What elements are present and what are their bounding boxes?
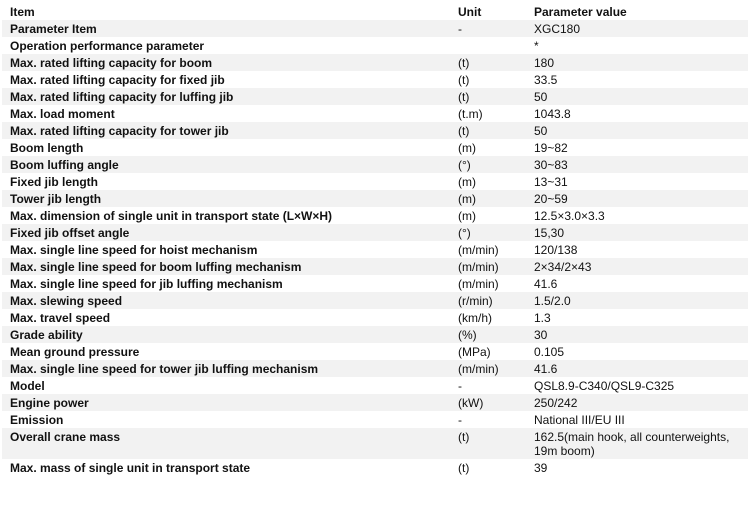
row-item: Boom luffing angle	[2, 156, 456, 173]
row-item: Max. dimension of single unit in transport state (L×W×H)	[10, 209, 333, 223]
row-unit: (r/min)	[456, 292, 532, 309]
row-value: 162.5(main hook, all counterweights, 19m boom)	[532, 428, 748, 459]
row-unit: (t)	[458, 73, 470, 87]
row-item: Fixed jib offset angle	[2, 224, 456, 241]
row-value: 50	[532, 122, 748, 139]
row-value: 13~31	[534, 175, 568, 189]
row-item: Engine power	[2, 394, 456, 411]
row-item: Max. load moment	[10, 107, 115, 121]
table-row	[2, 343, 748, 360]
table-row	[2, 326, 748, 343]
table-row	[2, 54, 748, 71]
row-value: 20~59	[532, 190, 748, 207]
table-row	[2, 71, 748, 88]
row-item: Max. rated lifting capacity for tower jib	[2, 122, 456, 139]
table-row	[2, 207, 748, 224]
table-row	[2, 309, 748, 326]
table-row	[2, 428, 748, 459]
row-item: Grade ability	[2, 326, 456, 343]
spec-table	[2, 3, 748, 476]
row-value: 180	[532, 54, 748, 71]
row-unit: (°)	[456, 156, 532, 173]
row-value: 2×34/2×43	[532, 258, 748, 275]
row-item: Max. single line speed for tower jib luffing mechanism	[2, 360, 456, 377]
row-item: Max. slewing speed	[2, 292, 456, 309]
table-row	[2, 105, 748, 122]
row-unit: (t)	[458, 461, 470, 475]
row-value: 30~83	[532, 156, 748, 173]
row-item: Max. rated lifting capacity for boom	[2, 54, 456, 71]
row-item: Tower jib length	[2, 190, 456, 207]
row-item: Fixed jib length	[10, 175, 99, 189]
header-unit: Unit	[458, 5, 482, 19]
row-unit: -	[456, 20, 532, 37]
row-unit: (m/min)	[458, 277, 499, 291]
row-value: 120/138	[534, 243, 578, 257]
row-value: *	[534, 39, 539, 53]
row-value: 12.5×3.0×3.3	[534, 209, 605, 223]
row-value: XGC180	[532, 20, 748, 37]
row-value: 1.5/2.0	[532, 292, 748, 309]
table-row	[2, 377, 748, 394]
row-unit: (m/min)	[458, 243, 499, 257]
row-value: 41.6	[532, 360, 748, 377]
table-row	[2, 292, 748, 309]
row-item: Max. mass of single unit in transport state	[10, 461, 251, 475]
row-item: Model	[10, 379, 45, 393]
row-unit: (t)	[456, 88, 532, 105]
table-header-row	[2, 3, 748, 20]
row-unit: (km/h)	[458, 311, 492, 325]
table-row	[2, 88, 748, 105]
row-unit	[456, 37, 532, 54]
table-row	[2, 360, 748, 377]
row-value: 250/242	[532, 394, 748, 411]
row-value: 1043.8	[534, 107, 571, 121]
table-row	[2, 20, 748, 37]
row-item: Operation performance parameter	[10, 39, 205, 53]
row-unit: (m)	[458, 141, 476, 155]
row-item: Max. single line speed for jib luffing mechanism	[10, 277, 283, 291]
row-unit: (kW)	[456, 394, 532, 411]
header-item: Item	[10, 5, 35, 19]
row-item: Emission	[10, 413, 64, 427]
row-item: Max. travel speed	[10, 311, 111, 325]
row-item: Max. single line speed for hoist mechanism	[10, 243, 258, 257]
table-row	[2, 258, 748, 275]
row-unit: (°)	[456, 224, 532, 241]
table-row	[2, 139, 748, 156]
header-value: Parameter value	[534, 5, 627, 19]
row-value: 41.6	[534, 277, 558, 291]
row-unit: (t)	[456, 122, 532, 139]
table-row	[2, 173, 748, 190]
table-row	[2, 241, 748, 258]
row-value: 33.5	[534, 73, 558, 87]
table-body	[2, 20, 748, 476]
row-value: 30	[532, 326, 748, 343]
row-unit: (t)	[456, 428, 532, 459]
row-unit: (m)	[456, 190, 532, 207]
row-value: 15,30	[532, 224, 748, 241]
row-item: Boom length	[10, 141, 84, 155]
row-item: Parameter Item	[2, 20, 456, 37]
row-value: 39	[534, 461, 548, 475]
table-row	[2, 411, 748, 428]
row-item: Max. rated lifting capacity for luffing jib	[2, 88, 456, 105]
row-unit: (m)	[458, 209, 476, 223]
table-row	[2, 156, 748, 173]
table-row	[2, 394, 748, 411]
row-unit: (m/min)	[456, 258, 532, 275]
row-value: 50	[532, 88, 748, 105]
row-unit: (%)	[456, 326, 532, 343]
row-unit: -	[458, 379, 462, 393]
row-item: Overall crane mass	[2, 428, 456, 459]
row-value: National III/EU III	[534, 413, 625, 427]
table-row	[2, 275, 748, 292]
row-value: QSL8.9-C340/QSL9-C325	[534, 379, 675, 393]
table-row	[2, 459, 748, 476]
table-row	[2, 37, 748, 54]
row-unit: (t.m)	[458, 107, 483, 121]
row-value: 0.105	[534, 345, 565, 359]
row-unit: (t)	[456, 54, 532, 71]
row-unit: (m/min)	[456, 360, 532, 377]
table-row	[2, 122, 748, 139]
row-item: Max. single line speed for boom luffing mechanism	[2, 258, 456, 275]
table-row	[2, 190, 748, 207]
row-value: 19~82	[534, 141, 568, 155]
row-item: Max. rated lifting capacity for fixed jib	[10, 73, 225, 87]
row-unit: (MPa)	[458, 345, 491, 359]
table-row	[2, 224, 748, 241]
row-value: 1.3	[534, 311, 551, 325]
row-unit: (m)	[458, 175, 476, 189]
row-item: Mean ground pressure	[10, 345, 140, 359]
row-unit: -	[458, 413, 462, 427]
